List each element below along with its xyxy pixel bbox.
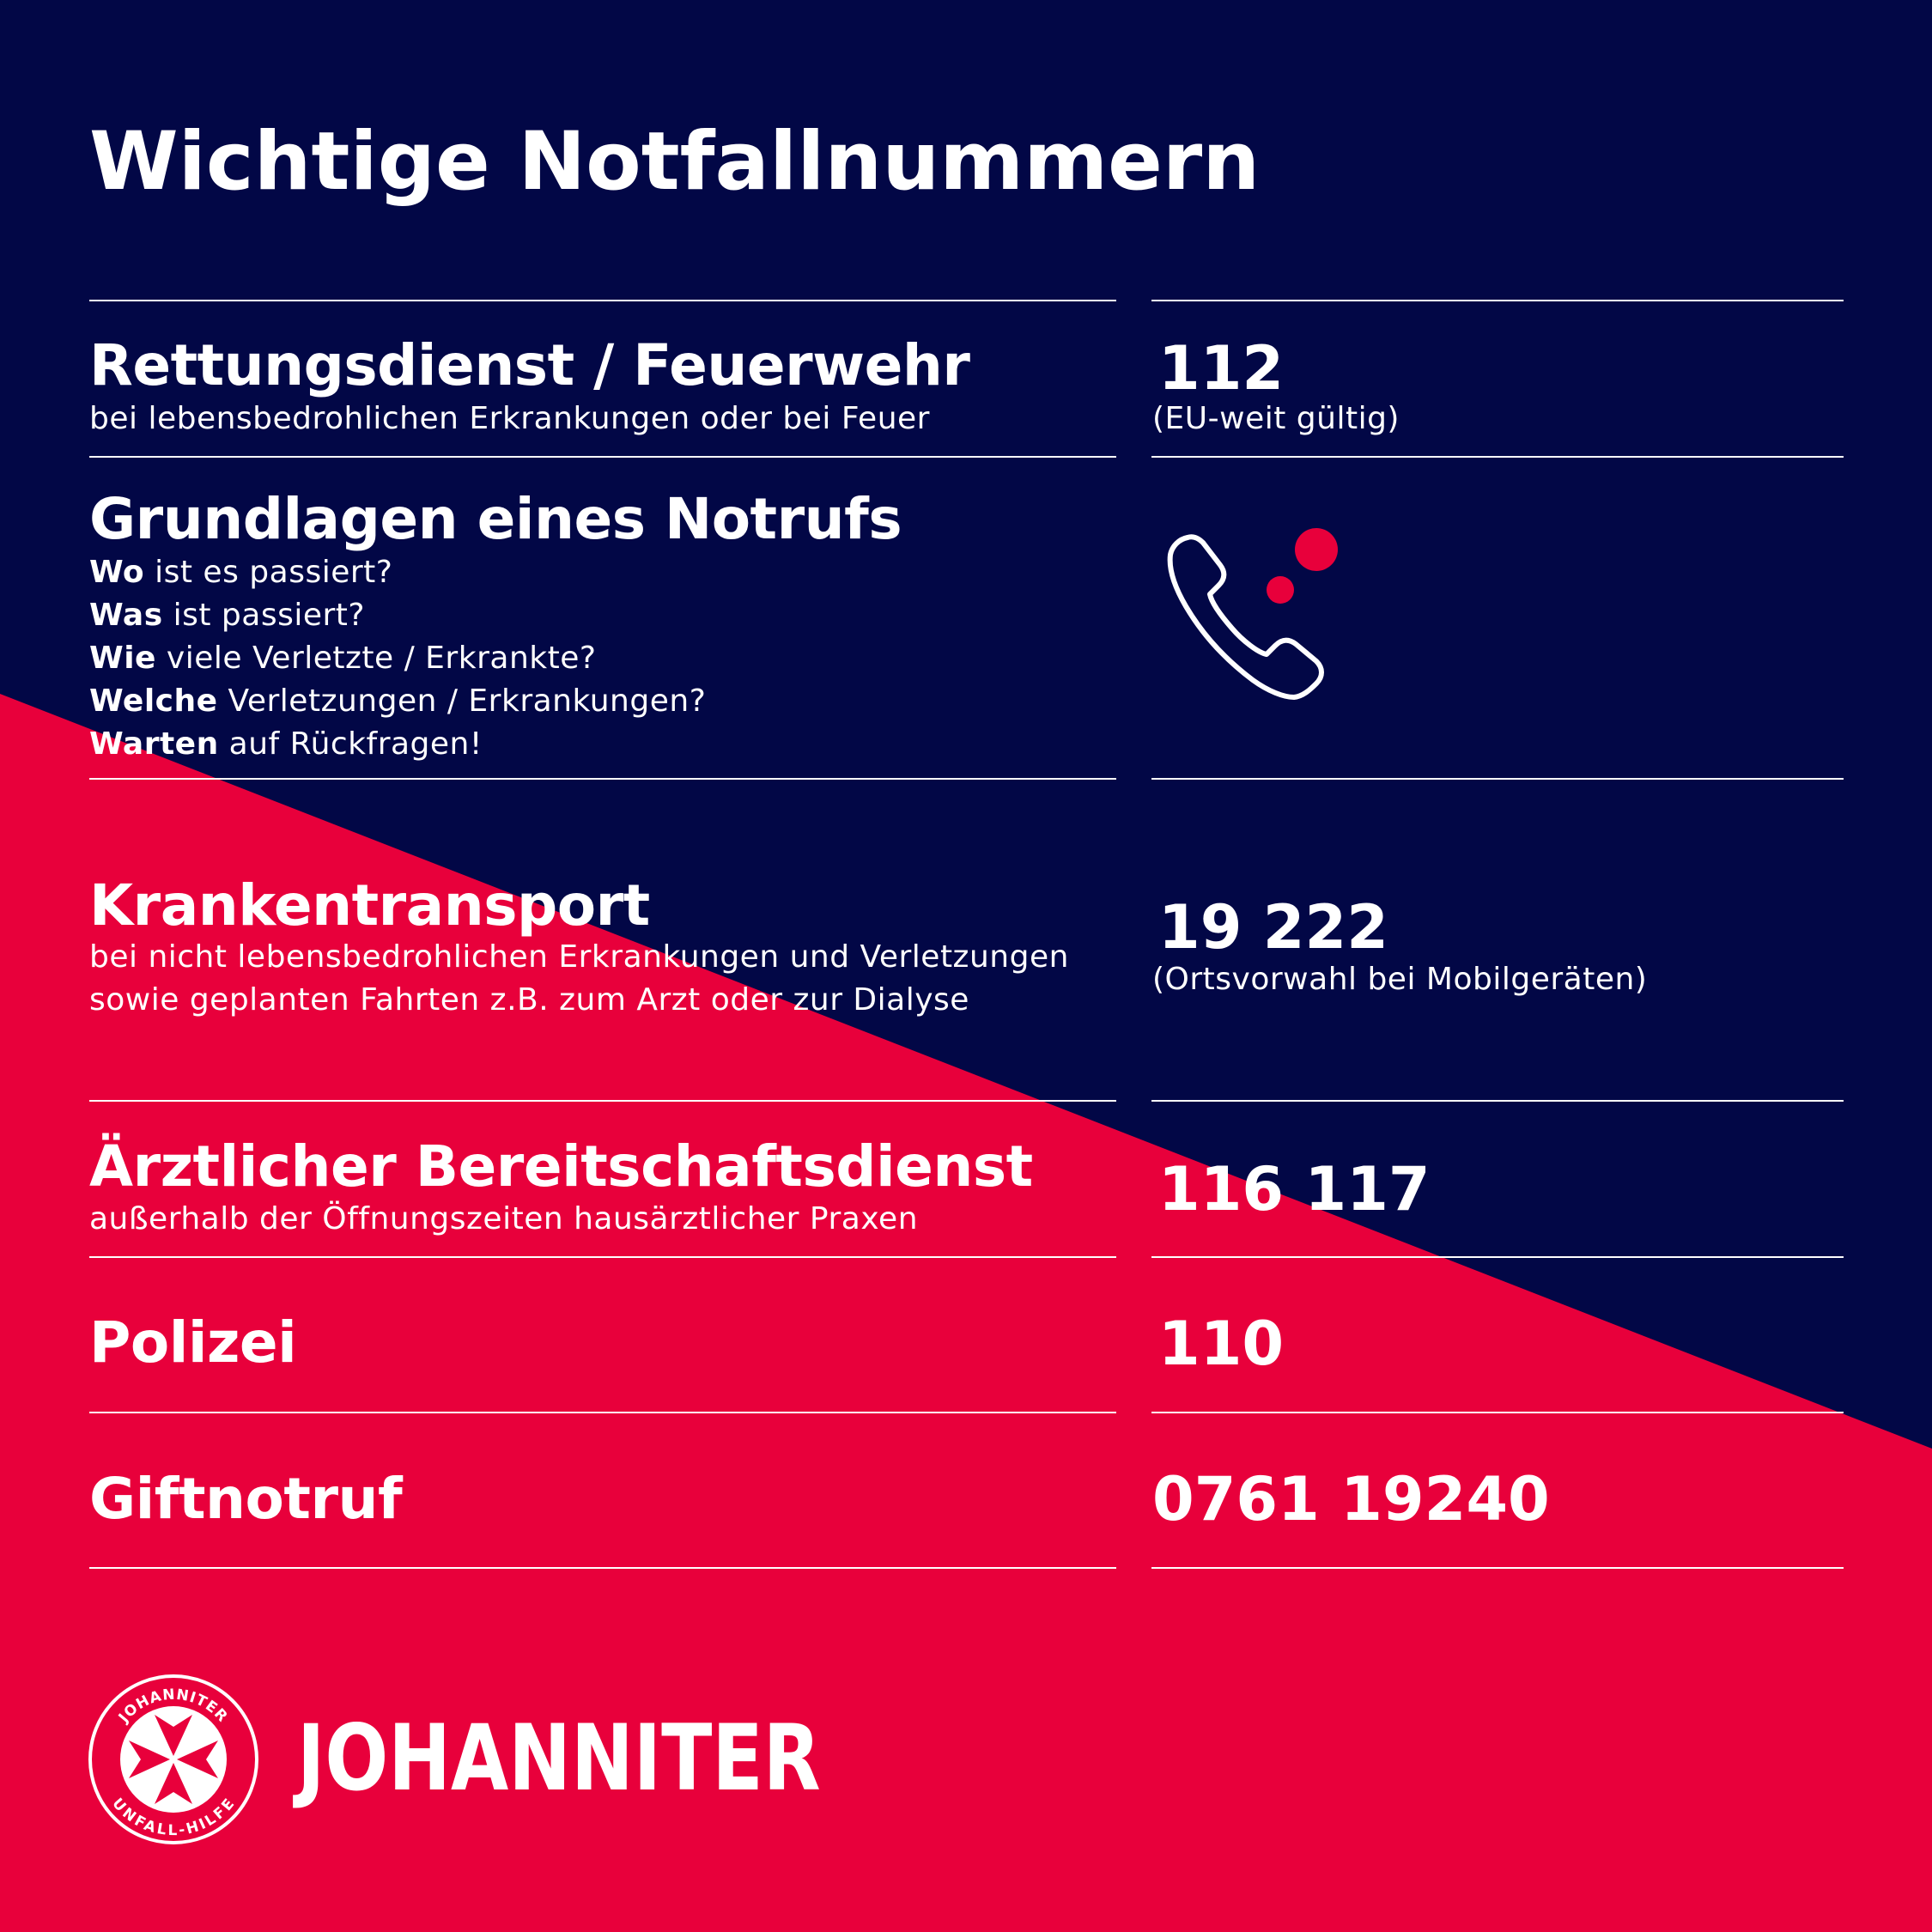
question-item: Wo ist es passiert? bbox=[89, 555, 393, 590]
rettung-number[interactable]: 112 bbox=[1158, 333, 1285, 404]
rettung-heading: Rettungsdienst / Feuerwehr bbox=[89, 332, 970, 398]
divider bbox=[1151, 778, 1844, 780]
rettung-note: (EU-weit gültig) bbox=[1152, 401, 1400, 436]
divider bbox=[89, 1100, 1116, 1102]
divider bbox=[89, 778, 1116, 780]
divider bbox=[1151, 456, 1844, 458]
question-item: Was ist passiert? bbox=[89, 598, 366, 633]
svg-text:UNFALL-HILFE: UNFALL-HILFE bbox=[108, 1795, 239, 1840]
divider bbox=[89, 300, 1116, 301]
question-item: Welche Verletzungen / Erkrankungen? bbox=[89, 683, 707, 719]
brand-wordmark: JOHANNITER bbox=[297, 1705, 821, 1811]
transport-note: (Ortsvorwahl bei Mobilgeräten) bbox=[1152, 962, 1648, 997]
divider bbox=[89, 1412, 1116, 1413]
gift-heading: Giftnotruf bbox=[89, 1466, 403, 1532]
polizei-number[interactable]: 110 bbox=[1158, 1309, 1285, 1379]
johanniter-logo bbox=[88, 1674, 259, 1845]
divider bbox=[1151, 1412, 1844, 1413]
divider bbox=[1151, 1100, 1844, 1102]
question-item: Wie viele Verletzte / Erkrankte? bbox=[89, 641, 597, 676]
svg-text:JOHANNITER: JOHANNITER bbox=[115, 1686, 232, 1727]
bereitschaft-description: außerhalb der Öffnungszeiten hausärztlicher Praxen bbox=[89, 1201, 919, 1236]
transport-number[interactable]: 19 222 bbox=[1158, 892, 1388, 963]
rettung-description: bei lebensbedrohlichen Erkrankungen oder bei Feuer bbox=[89, 401, 930, 436]
notruf-questions bbox=[89, 551, 706, 766]
divider bbox=[1151, 1256, 1844, 1258]
divider bbox=[1151, 300, 1844, 301]
question-item: Warten auf Rückfragen! bbox=[89, 726, 483, 762]
divider bbox=[1151, 1567, 1844, 1569]
divider bbox=[89, 1256, 1116, 1258]
page-title: Wichtige Notfallnummern bbox=[89, 115, 1261, 209]
polizei-heading: Polizei bbox=[89, 1309, 297, 1376]
phone-call-icon bbox=[1163, 526, 1352, 710]
transport-description-line1: bei nicht lebensbedrohlichen Erkrankungen und Verletzungen bbox=[89, 939, 1069, 975]
bereitschaft-heading: Ärztlicher Bereitschaftsdienst bbox=[89, 1133, 1033, 1200]
gift-number[interactable]: 0761 19240 bbox=[1152, 1464, 1550, 1534]
transport-heading: Krankentransport bbox=[89, 872, 650, 939]
notruf-heading: Grundlagen eines Notrufs bbox=[89, 486, 902, 552]
divider bbox=[89, 456, 1116, 458]
bereitschaft-number[interactable]: 116 117 bbox=[1158, 1154, 1431, 1224]
divider bbox=[89, 1567, 1116, 1569]
transport-description-line2: sowie geplanten Fahrten z.B. zum Arzt oder zur Dialyse bbox=[89, 982, 969, 1018]
